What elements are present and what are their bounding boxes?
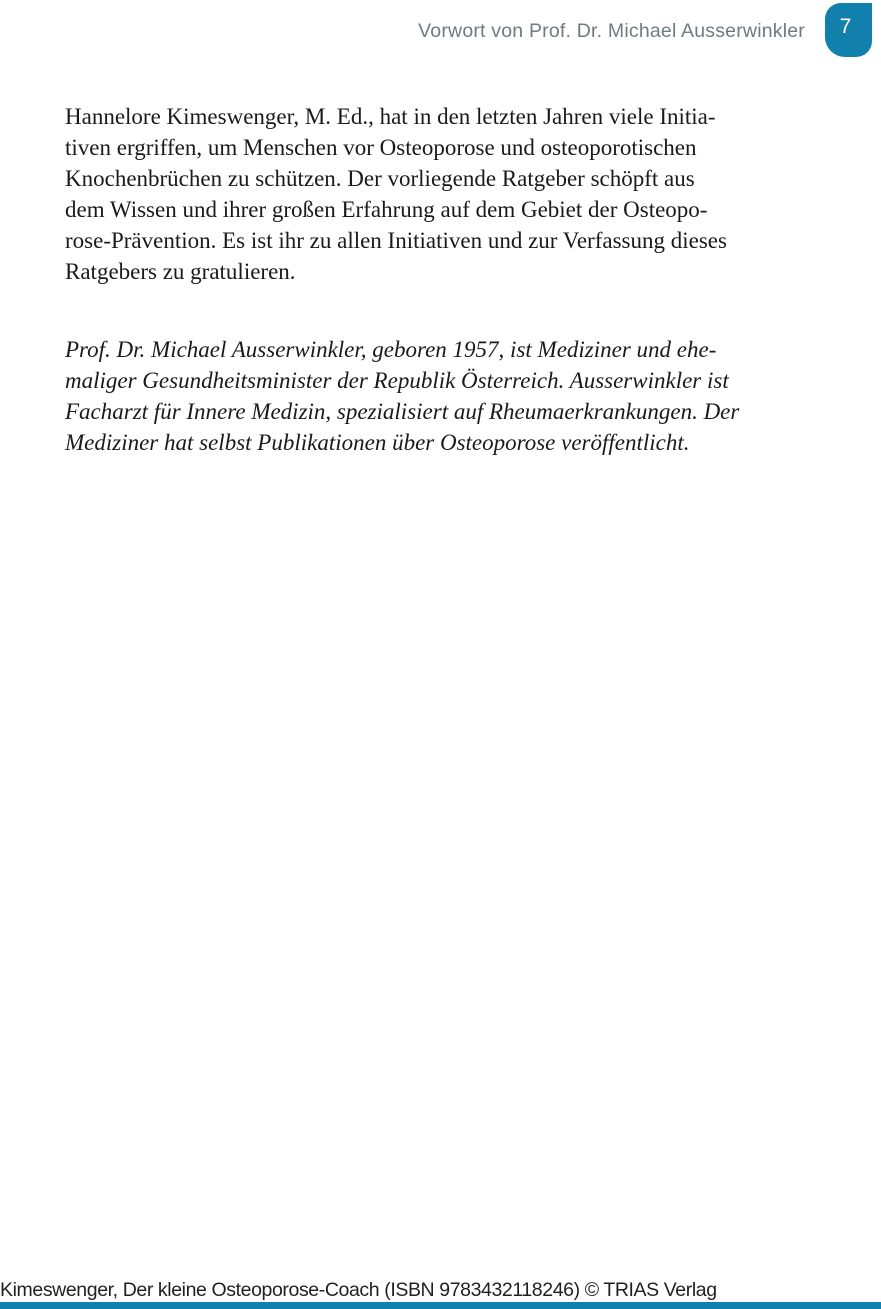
text-line: Prof. Dr. Michael Ausserwinkler, geboren 1957, ist Mediziner und ehe- <box>65 337 717 362</box>
page-number: 7 <box>839 15 852 38</box>
text-line: Mediziner hat selbst Publikationen über Osteoporose veröffentlicht. <box>65 430 690 455</box>
text-line: dem Wissen und ihrer großen Erfahrung auf dem Gebiet der Osteopo- <box>65 197 708 222</box>
text-line: Facharzt für Innere Medizin, spezialisiert auf Rheumaerkrankungen. Der <box>65 399 740 424</box>
copyright-footer: Kimeswenger, Der kleine Osteoporose-Coach (ISBN 9783432118246) © TRIAS Verlag <box>0 1279 717 1301</box>
text-line: tiven ergriffen, um Menschen vor Osteoporose und osteoporotischen <box>65 135 697 160</box>
page-body <box>65 101 831 458</box>
text-line: rose-Prävention. Es ist ihr zu allen Initiativen und zur Verfassung dieses <box>65 228 727 253</box>
bottom-accent-bar <box>0 1302 881 1309</box>
text-line: Ratgebers zu gratulieren. <box>65 259 296 284</box>
text-line: maliger Gesundheitsminister der Republik Österreich. Ausserwinkler ist <box>65 368 729 393</box>
intro-paragraph <box>65 101 831 287</box>
text-line: Knochenbrüchen zu schützen. Der vorliegende Ratgeber schöpft aus <box>65 166 695 191</box>
author-bio-paragraph <box>65 334 831 458</box>
page-header-title: Vorwort von Prof. Dr. Michael Ausserwinkler <box>418 20 805 42</box>
text-line: Hannelore Kimeswenger, M. Ed., hat in den letzten Jahren viele Initia- <box>65 104 716 129</box>
page-number-badge <box>825 3 872 57</box>
